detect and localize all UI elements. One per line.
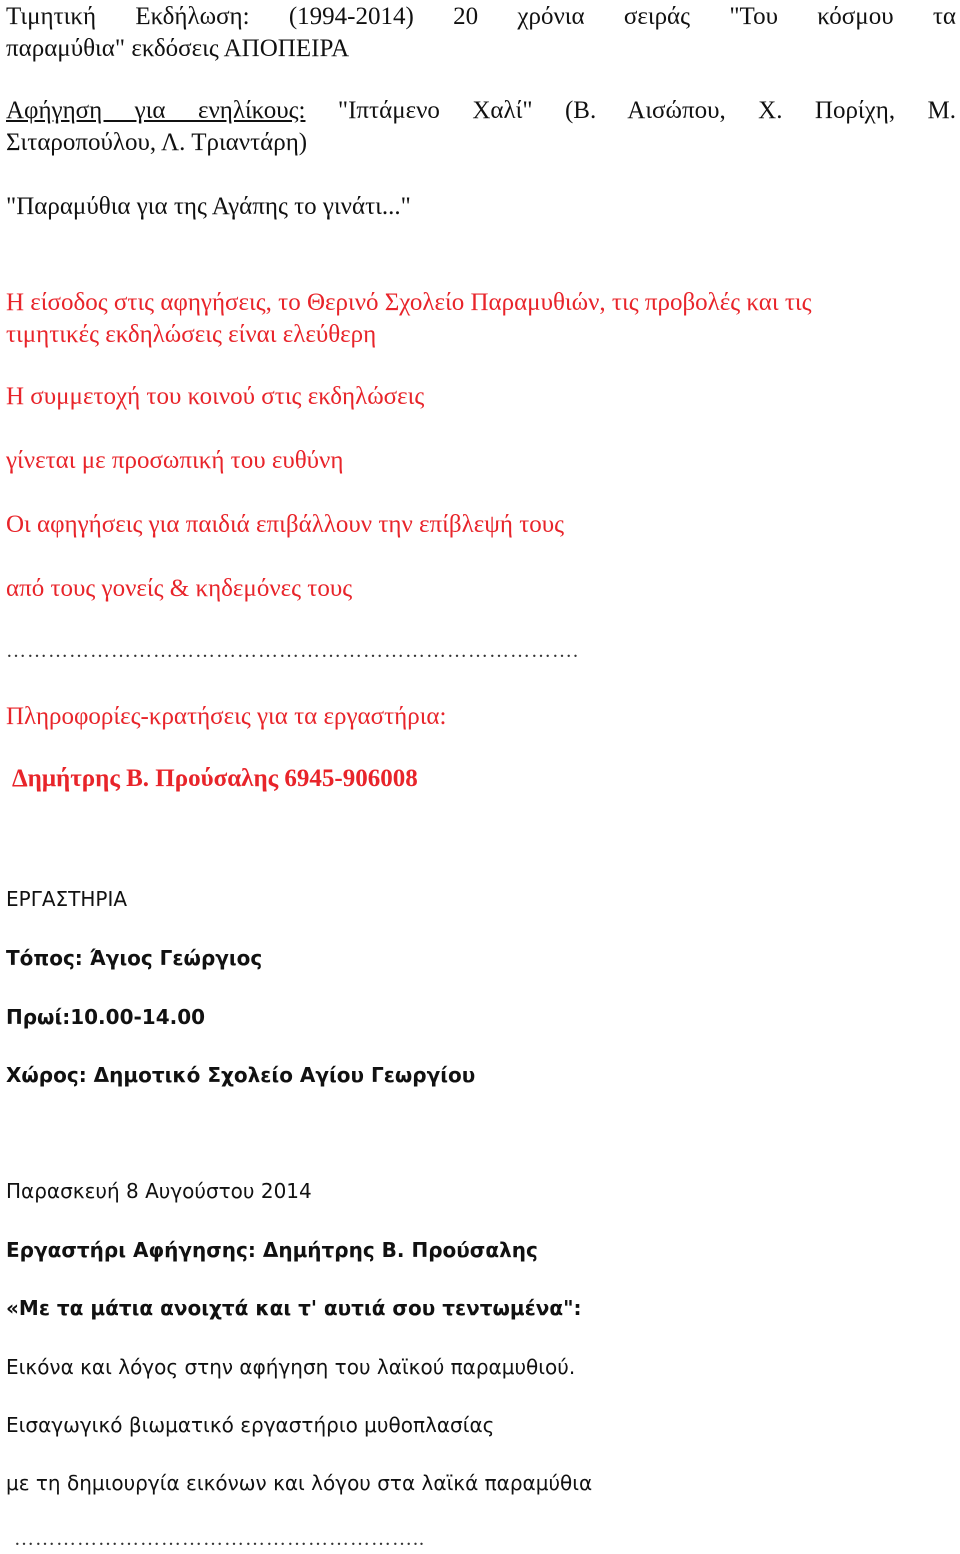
notice-line-3: Η συμμετοχή του κοινού στις εκδηλώσεις: [6, 383, 425, 410]
notice-line-5: Οι αφηγήσεις για παιδιά επιβάλλουν την επίβλεψή τους: [6, 511, 565, 538]
end-separator: …………………………………………………..: [14, 1528, 425, 1550]
workshop-desc-3: με τη δημιουργία εικόνων και λόγου στα λαϊκά παραμύθια: [6, 1471, 593, 1495]
workshops-time: Πρωί:10.00-14.00: [6, 1005, 206, 1029]
contact-line: Δημήτρης Β. Προύσαλης 6945-906008: [12, 765, 418, 792]
workshop-title: Εργαστήρι Αφήγησης: Δημήτρης Β. Προύσαλης: [6, 1238, 538, 1262]
notice-line-4: γίνεται με προσωπική του ευθύνη: [6, 447, 344, 474]
workshops-place: Τόπος: Άγιος Γεώργιος: [6, 946, 263, 970]
notice-line-1: Η είσοδος στις αφηγήσεις, το Θερινό Σχολείο Παραμυθιών, τις προβολές και τις: [6, 289, 812, 316]
notice-line-6: από τους γονείς & κηδεμόνες τους: [6, 575, 353, 602]
storytelling-title: "Ιπτάμενο Χαλί" (Β. Αισώπου, Χ. Πορίχη, Μ.: [305, 97, 956, 124]
separator: ……………………………………………………………………….: [6, 640, 579, 662]
storytelling-label: Αφήγηση για ενηλίκους:: [6, 97, 306, 124]
workshop-date: Παρασκευή 8 Αυγούστου 2014: [6, 1179, 312, 1203]
notice-line-2: τιμητικές εκδηλώσεις είναι ελεύθερη: [6, 321, 377, 348]
storytelling-line-2: Σιταροπούλου, Λ. Τριαντάρη): [6, 129, 308, 156]
workshops-venue: Χώρος: Δημοτικό Σχολείο Αγίου Γεωργίου: [6, 1063, 476, 1087]
workshop-desc-2: Εισαγωγικό βιωματικό εργαστήριο μυθοπλασίας: [6, 1413, 495, 1437]
workshops-heading: ΕΡΓΑΣΤΗΡΙΑ: [6, 887, 128, 911]
storytelling-show-title: "Παραμύθια για της Αγάπης το γινάτι...": [6, 193, 411, 220]
workshop-desc-1: Εικόνα και λόγος στην αφήγηση του λαϊκού παραμυθιού.: [6, 1355, 576, 1379]
storytelling-line-1: [6, 96, 956, 126]
info-label: Πληροφορίες-κρατήσεις για τα εργαστήρια:: [6, 703, 447, 730]
event-title-line-2: παραμύθια" εκδόσεις ΑΠΟΠΕΙΡΑ: [6, 35, 350, 62]
workshop-quote: «Με τα μάτια ανοιχτά και τ' αυτιά σου τεντωμένα":: [6, 1296, 582, 1320]
event-title-line-1: Τιμητική Εκδήλωση: (1994-2014) 20 χρόνια σειράς "Του κόσμου τα: [6, 3, 956, 30]
